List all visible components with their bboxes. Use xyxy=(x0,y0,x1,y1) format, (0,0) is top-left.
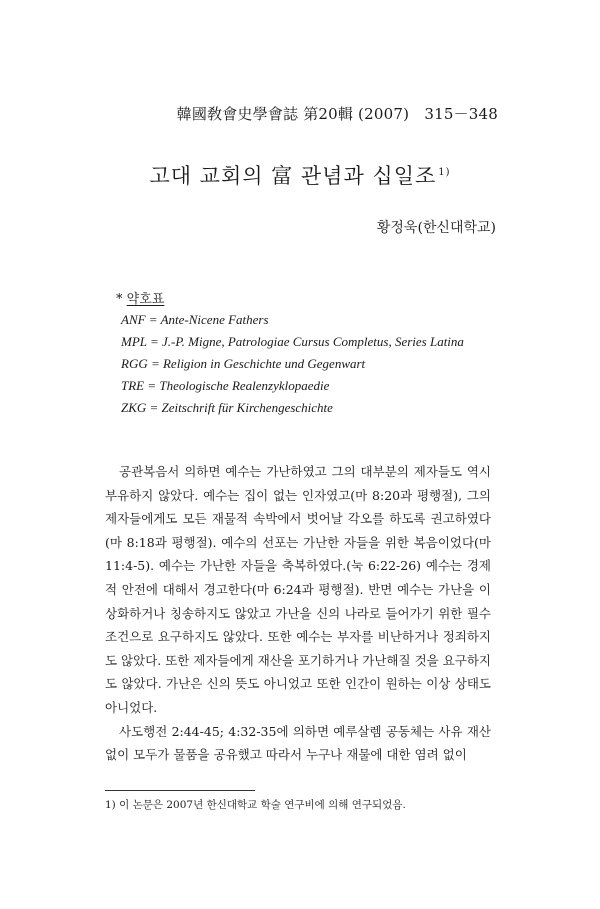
abbreviation-item: TRE = Theologische Realenzyklopaedie xyxy=(121,378,330,393)
abbreviation-item: ANF = Ante-Nicene Fathers xyxy=(121,312,269,327)
running-head: 韓國敎會史學會誌 第20輯 (2007) 315－348 xyxy=(176,105,498,123)
title-footnote-mark[interactable]: 1) xyxy=(438,167,451,178)
body-paragraph: 사도행전 2:44-45; 4:32-35에 의하면 예루살렘 공동체는 사유 재산 없이 모두가 물품을 공유했고 따라서 누구나 재물에 대한 염려 없이 xyxy=(105,723,491,763)
abbreviations-heading xyxy=(116,288,164,307)
title-text: 고대 교회의 富 관념과 십일조 xyxy=(149,164,437,188)
abbreviations-list xyxy=(121,309,464,419)
abbreviation-item: RGG = Religion in Geschichte und Gegenwart xyxy=(121,356,366,371)
footnote: 1) 이 논문은 2007년 한신대학교 학술 연구비에 의해 연구되었음. xyxy=(105,799,406,811)
abbreviations-heading-text: 약호표 xyxy=(126,292,165,307)
abbreviations-prefix: * xyxy=(116,292,127,307)
abbreviation-item: ZKG = Zeitschrift für Kirchengeschichte xyxy=(121,400,333,415)
author-affiliation: 황정욱(한신대학교) xyxy=(376,220,496,236)
body-text xyxy=(105,460,491,767)
body-paragraph: 공관복음서 의하면 예수는 가난하였고 그의 대부분의 제자들도 역시 부유하지 않았다. 예수는 집이 없는 인자였고(마 8:20과 평행절), 그의 제자들에게도 모든 재물적 속박에서 벗어날 각오를 하도록 권고하였다(마 8:18과 평행절). 예수의 선포는 가난한 자들을 위한 복음이었다(마 11:4-5). 예수는 가난한 자들을 축복하였다.(눅 6:22-26) 예수는 경제적 안전에 대해서 경고한다(마 6:24과 평행절). 반면 예수는 가난을 이상화하거나 칭송하지도 않았고 가난을 신의 나라로 들어가기 위한 필수 조건으로 요구하지도 않았다. 또한 예수는 부자를 비난하거나 정죄하지도 않았다. 또한 제자들에게 재산을 포기하거나 가난해질 것을 요구하지도 않았다. 가난은 신의 뜻도 아니었고 또한 인간이 원하는 이상 상태도 아니었다. xyxy=(105,464,491,715)
footnote-divider xyxy=(105,790,255,791)
paper-title xyxy=(0,160,600,190)
abbreviation-item: MPL = J.-P. Migne, Patrologiae Cursus Completus, Series Latina xyxy=(121,334,464,349)
